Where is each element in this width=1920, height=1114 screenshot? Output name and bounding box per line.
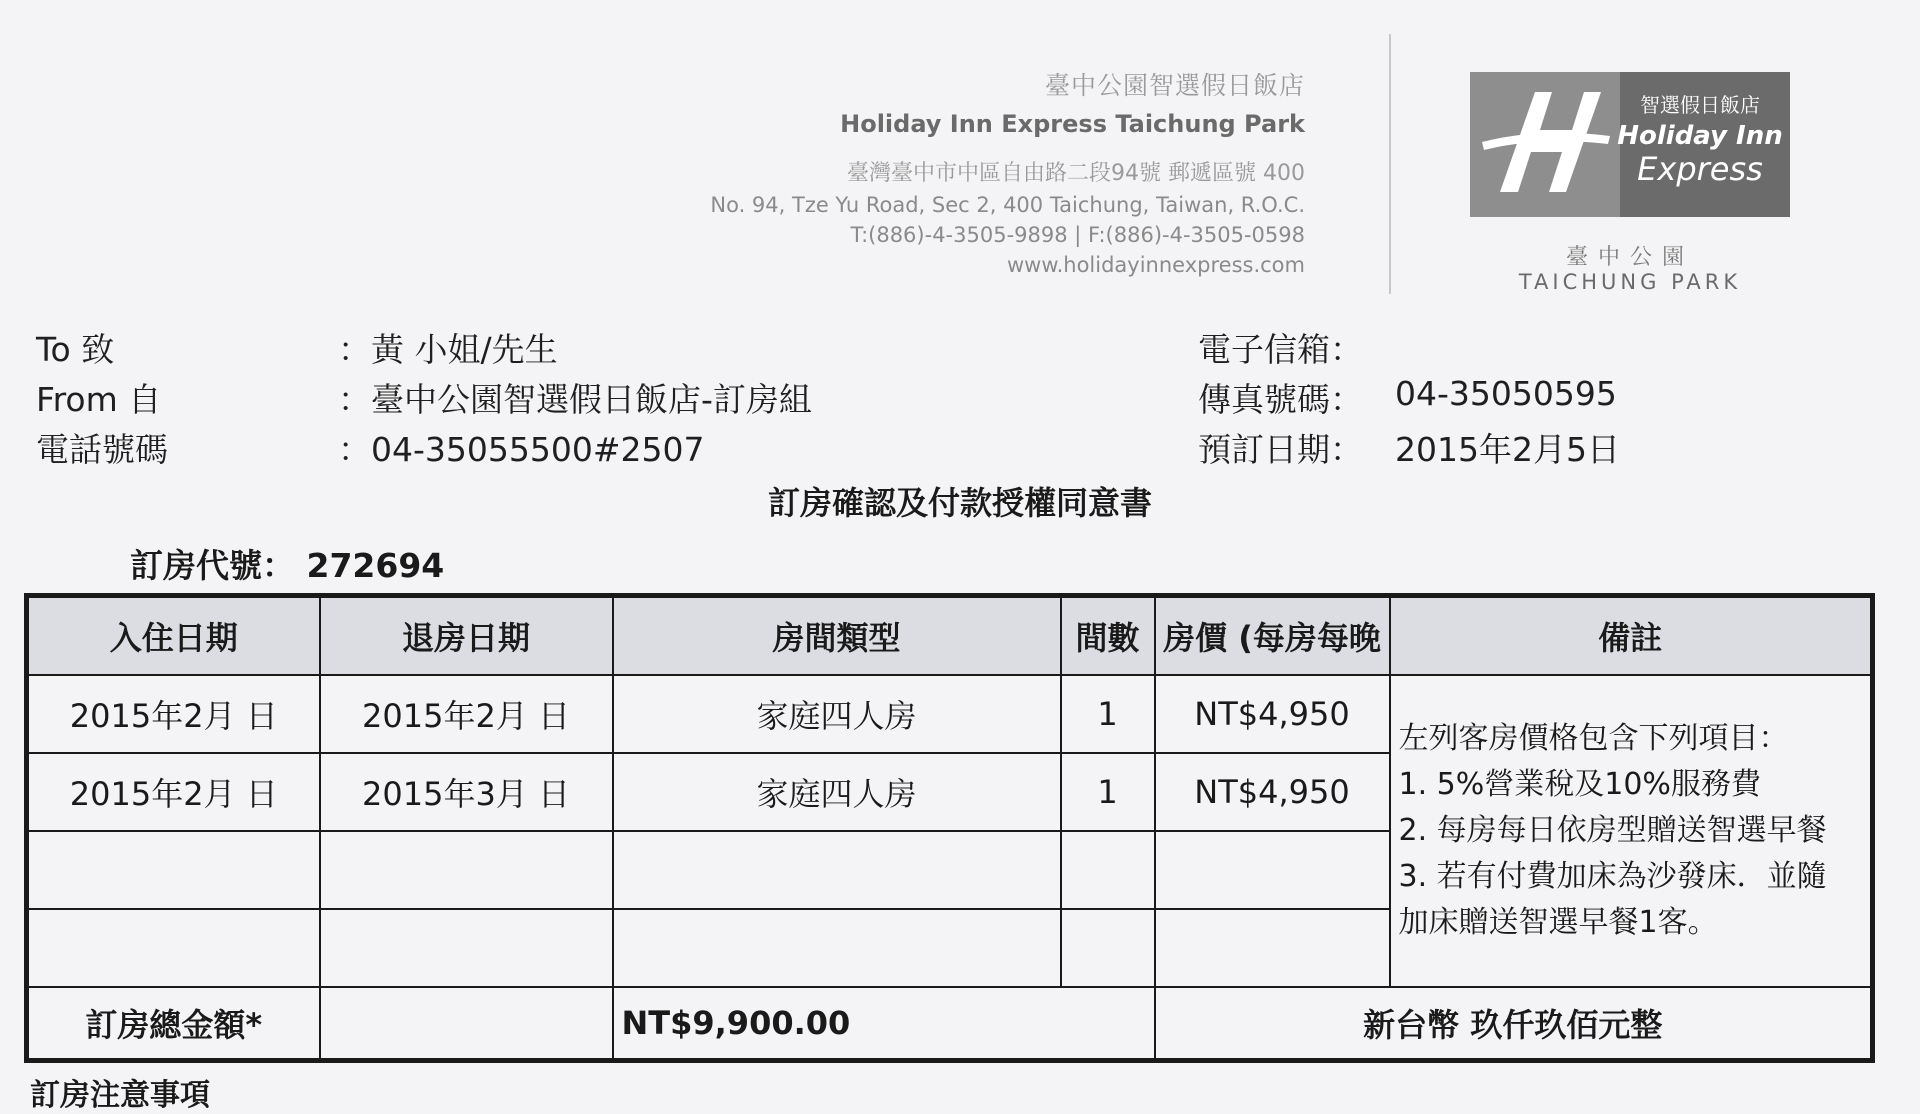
cell-rooms: 1	[1061, 753, 1155, 831]
logo-text-zh: 智選假日飯店	[1640, 93, 1760, 117]
cell-room-type: 家庭四人房	[613, 753, 1061, 831]
cell-room-type	[613, 909, 1061, 987]
cell-checkin	[27, 909, 320, 987]
order-date-label: 預訂日期：	[1198, 430, 1363, 469]
remarks-line: 3. 若有付費加床為沙發床．並隨	[1398, 859, 1827, 894]
email-label: 電子信箱：	[1198, 330, 1363, 369]
fax-label: 傳真號碼：	[1198, 380, 1363, 419]
logo-subtitle-en: TAICHUNG PARK	[1518, 270, 1742, 294]
table-row	[27, 675, 1873, 753]
total-row	[27, 987, 1873, 1061]
hotel-phone-fax: T:(886)-4-3505-9898 | F:(886)-4-3505-0598	[850, 223, 1305, 247]
cell-checkout	[320, 831, 613, 909]
cell-rate	[1155, 831, 1390, 909]
remarks-line: 加床贈送智選早餐1客。	[1398, 905, 1718, 940]
remarks-line: 1. 5%營業稅及10%服務費	[1398, 767, 1761, 802]
logo-text-holiday-inn: Holiday Inn	[1617, 121, 1783, 151]
header-room-type: 房間類型	[613, 596, 1061, 676]
hotel-address-en: No. 94, Tze Yu Road, Sec 2, 400 Taichung, Taiwan, R.O.C.	[710, 193, 1305, 217]
cell-checkout: 2015年3月 日	[320, 753, 613, 831]
header-checkin: 入住日期	[27, 596, 320, 676]
total-blank	[320, 987, 613, 1061]
remarks-line: 2. 每房每日依房型贈送智選早餐	[1398, 813, 1827, 848]
total-label: 訂房總金額*	[27, 987, 320, 1061]
booking-code-label: 訂房代號：	[130, 546, 295, 585]
hotel-name-zh: 臺中公園智選假日飯店	[1044, 71, 1305, 100]
cell-rate	[1155, 909, 1390, 987]
cell-checkin: 2015年2月 日	[27, 753, 320, 831]
cell-rate: NT$4,950	[1155, 675, 1390, 753]
cell-rooms	[1061, 909, 1155, 987]
cell-rooms	[1061, 831, 1155, 909]
reservation-table	[24, 593, 1875, 1063]
cell-checkin: 2015年2月 日	[27, 675, 320, 753]
from-value: ：臺中公園智選假日飯店-訂房組	[338, 380, 812, 419]
hotel-letterhead	[710, 66, 1305, 277]
logo-subtitle-zh: 臺中公園	[1565, 245, 1694, 270]
document-title: 訂房確認及付款授權同意書	[767, 484, 1152, 522]
remarks-line: 左列客房價格包含下列項目：	[1398, 721, 1789, 756]
hotel-address-zh: 臺灣臺中市中區自由路二段94號 郵遞區號 400	[847, 161, 1305, 186]
phone-value: ：04-35055500#2507	[338, 430, 705, 469]
hotel-website: www.holidayinnexpress.com	[1007, 253, 1305, 277]
divider-line	[1389, 34, 1391, 294]
booking-code-line	[130, 540, 444, 587]
cell-checkout: 2015年2月 日	[320, 675, 613, 753]
cell-room-type	[613, 831, 1061, 909]
phone-label: 電話號碼	[36, 430, 168, 469]
logo-text-express: Express	[1637, 150, 1763, 188]
table-header-row	[27, 596, 1873, 676]
to-value: ：黃 小姐/先生	[338, 330, 558, 369]
total-amount: NT$9,900.00	[613, 987, 1155, 1061]
cell-checkin	[27, 831, 320, 909]
header-remarks: 備註	[1390, 596, 1873, 676]
cell-rate: NT$4,950	[1155, 753, 1390, 831]
order-date-value: 2015年2月5日	[1395, 430, 1620, 469]
remarks-cell	[1390, 675, 1873, 987]
holiday-inn-express-logo	[1470, 72, 1790, 217]
fax-value: 04-35050595	[1395, 374, 1617, 413]
from-label: From 自	[36, 380, 162, 419]
hotel-name-en: Holiday Inn Express Taichung Park	[840, 110, 1305, 138]
header-checkout: 退房日期	[320, 596, 613, 676]
total-in-words: 新台幣 玖仟玖佰元整	[1155, 987, 1873, 1061]
header-rooms: 間數	[1061, 596, 1155, 676]
cell-checkout	[320, 909, 613, 987]
footer-heading: 訂房注意事項	[30, 1078, 210, 1113]
cell-room-type: 家庭四人房	[613, 675, 1061, 753]
booking-code-value: 272694	[306, 546, 445, 585]
header-rate: 房價 (每房每晚	[1155, 596, 1390, 676]
cell-rooms: 1	[1061, 675, 1155, 753]
to-label: To 致	[36, 330, 115, 369]
